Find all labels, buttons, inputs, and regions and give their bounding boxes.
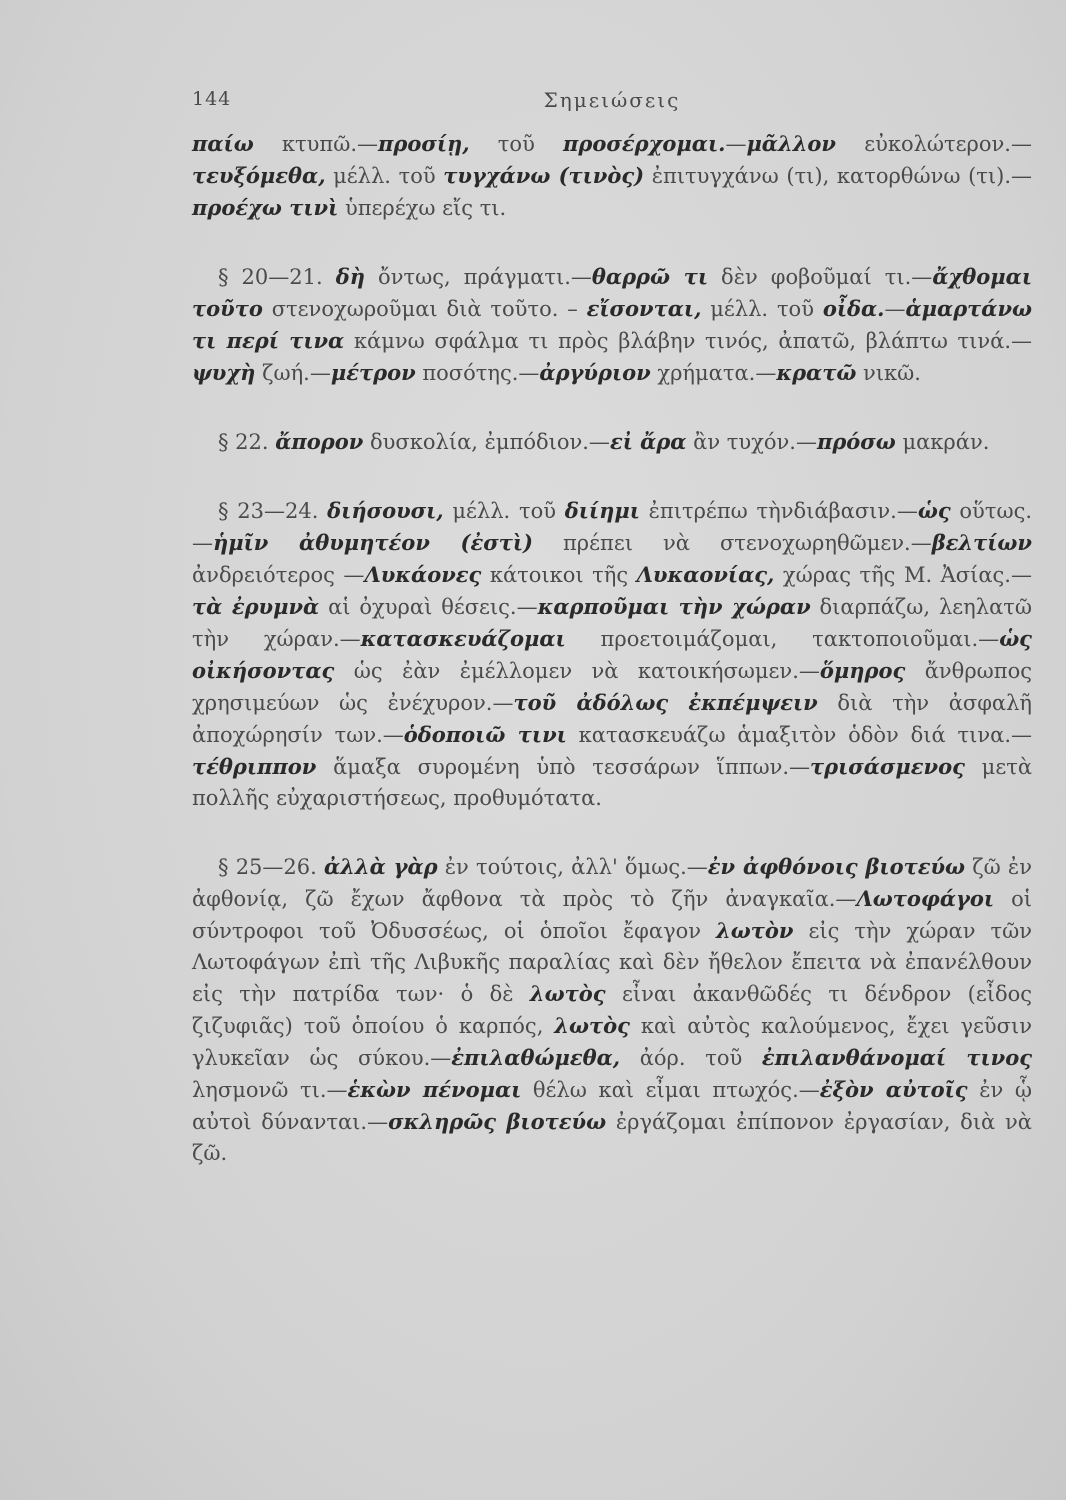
gloss-text: μετὰ πολλῆς εὐχαριστήσεως, προθυμότατα.	[192, 755, 1032, 810]
lemma-term: τευξόμεθα,	[192, 163, 326, 188]
gloss-text: εὐκολώτερον.—	[836, 132, 1032, 156]
gloss-text: ἐν τούτοις, ἀλλ' ὅμως.—	[437, 855, 708, 879]
lemma-term: κατασκευάζομαι	[360, 626, 566, 651]
lemma-term: Λυκαονίας,	[636, 562, 775, 587]
gloss-text: μέλλ. τοῦ	[701, 297, 823, 321]
gloss-text: ἅμαξα συρομένη ὑπὸ τεσσάρων ἵππων.—	[316, 755, 811, 779]
gloss-text: νικῶ.	[856, 361, 921, 385]
gloss-text: εἶναι ἀκανθῶδές τι δένδρον (εἶδος ζιζυφιᾶς) τοῦ ὁποίου ὁ καρπός,	[192, 982, 1032, 1038]
gloss-text: αἱ ὀχυραὶ θέσεις.—	[319, 595, 538, 619]
gloss-text: ἐν ᾧ αὐτοὶ δύνανται.—	[192, 1078, 1032, 1134]
running-head: Σημειώσεις	[543, 88, 681, 112]
lemma-term: καρποῦμαι τὴν χώραν	[537, 594, 811, 619]
lemma-term: μέτρον	[330, 360, 416, 385]
gloss-text: —	[884, 297, 906, 321]
lemma-term: λωτὸς	[554, 1013, 630, 1038]
lemma-term: προέχω τινὶ	[192, 195, 339, 220]
gloss-text: ὡς ἐὰν ἐμέλλομεν νὰ κατοικήσωμεν.—	[334, 659, 820, 683]
lemma-term: τυγχάνω (τινὸς)	[443, 163, 645, 188]
page-header	[192, 88, 1032, 118]
lemma-term: ἄχθομαι τοῦτο	[192, 264, 1032, 321]
gloss-text: χώρας τῆς Μ. Ἀσίας.—	[774, 563, 1032, 587]
lemma-term: διήσουσι,	[327, 498, 444, 523]
lemma-term: ἡμῖν ἀθυμητέον (ἐστὶ)	[213, 530, 533, 555]
gloss-text: ἐπιτρέπω τὴνδιάβασιν.—	[639, 499, 918, 523]
lemma-term: σκληρῶς βιοτεύω	[388, 1109, 607, 1134]
gloss-text: προετοιμάζομαι, τακτοποιοῦμαι.—	[565, 627, 1000, 651]
lemma-term: εἰ ἄρα	[609, 429, 687, 454]
lemma-term: ἑκὼν πένομαι	[347, 1077, 522, 1102]
lemma-term: εἴσονται,	[586, 296, 702, 321]
lemma-term: ἐξὸν αὐτοῖς	[819, 1077, 968, 1102]
lemma-term: πρόσω	[816, 429, 896, 454]
lemma-term: θαρρῶ τι	[591, 264, 708, 289]
gloss-text: ὑπερέχω εἴς τι.	[338, 196, 507, 220]
lemma-term: διίημι	[564, 498, 640, 523]
gloss-text: δὲν φοβοῦμαί τι.—	[708, 265, 933, 289]
gloss-text: κάτοικοι τῆς	[481, 563, 637, 587]
gloss-text: μέλλ. τοῦ	[325, 164, 444, 188]
gloss-text: μέλλ. τοῦ	[443, 499, 565, 523]
note-paragraph-25-26	[192, 851, 1032, 1169]
lemma-term: ἀλλὰ γὰρ	[324, 854, 438, 879]
gloss-text: πρέπει νὰ στενοχωρηθῶμεν.—	[532, 531, 932, 555]
lemma-term: Λωτοφάγοι	[856, 886, 995, 911]
gloss-text: ζῶ ἐν ἀφθονίᾳ, ζῶ ἔχων ἄφθονα τὰ πρὸς τὸ ζῆν ἀναγκαῖα.—	[192, 855, 1032, 911]
page-number: 144	[192, 88, 232, 110]
gloss-text: κάμνω σφάλμα τι πρὸς βλάβην τινός, ἀπατῶ, βλάπτω τινά.—	[344, 329, 1033, 353]
gloss-text: ἄνθρωπος χρησιμεύων ὡς ἐνέχυρον.—	[192, 659, 1032, 715]
gloss-text: κατασκευάζω ἁμαξιτὸν ὁδὸν διά τινα.—	[566, 723, 1032, 747]
lemma-term: ψυχὴ	[192, 360, 256, 385]
gloss-text: οὕτως.—	[192, 499, 1033, 555]
lemma-term: οἶδα.	[822, 296, 885, 321]
gloss-text: ἐπιτυγχάνω (τι), κατορθώνω (τι).—	[644, 164, 1032, 188]
gloss-text: χρήματα.—	[650, 361, 777, 385]
gloss-text: στενοχωροῦμαι διὰ τοῦτο. –	[262, 297, 587, 321]
gloss-text: ἂν τυχόν.—	[686, 430, 817, 454]
lemma-term: ὁδοποιῶ τινι	[403, 722, 567, 747]
gloss-text: καὶ αὐτὸς καλούμενος, ἔχει γεῦσιν γλυκεῖαν ὡς σύκου.—	[192, 1014, 1032, 1070]
gloss-text: μακράν.	[895, 430, 990, 454]
note-paragraph-20-21	[192, 261, 1032, 389]
gloss-text: § 23—24.	[218, 499, 328, 523]
gloss-text: ζωή.—	[255, 361, 331, 385]
lemma-term: λωτὸν	[716, 918, 794, 943]
lemma-term: κρατῶ	[776, 360, 857, 385]
gloss-text: ἀνδρειότερος —	[192, 563, 365, 587]
lemma-term: βελτίων	[931, 530, 1032, 555]
gloss-text: κτυπῶ.—	[253, 132, 379, 156]
note-paragraph-22	[192, 426, 1032, 458]
gloss-text: § 20—21.	[218, 265, 336, 289]
lemma-term: δὴ	[335, 264, 365, 289]
lemma-term: ἐπιλαθώμεθα,	[451, 1045, 621, 1070]
lemma-term: λωτὸς	[529, 981, 606, 1006]
lemma-term: προσίῃ,	[378, 131, 470, 156]
lemma-term: ἀργύριον	[539, 360, 651, 385]
lemma-term: μᾶλλον	[746, 131, 836, 156]
lemma-term: ὡς	[917, 498, 951, 523]
lemma-term: ὅμηρος	[819, 658, 906, 683]
gloss-text: § 25—26.	[218, 855, 324, 879]
gloss-text: δυσκολία, ἐμπόδιον.—	[363, 430, 610, 454]
lemma-term: τοῦ ἀδόλως ἐκπέμψειν	[513, 690, 818, 715]
note-paragraph-23-24	[192, 495, 1032, 814]
lemma-term: τέθριππον	[192, 754, 317, 779]
lemma-term: ὡς οἰκήσοντας	[192, 626, 1032, 683]
gloss-text: τοῦ	[469, 132, 564, 156]
lemma-term: παίω	[192, 131, 254, 156]
gloss-text: διὰ τὴν ἀσφαλῆ ἀποχώρησίν των.—	[192, 691, 1033, 747]
notes-body	[192, 128, 1032, 1169]
gloss-text: διαρπάζω, λεηλατῶ τὴν χώραν.—	[192, 595, 1032, 651]
gloss-text: ὄντως, πράγματι.—	[365, 265, 592, 289]
lemma-term: ἐν ἀφθόνοις βιοτεύω	[707, 854, 966, 879]
lemma-term: ἄπορον	[275, 429, 364, 454]
gloss-text: —	[725, 132, 747, 156]
gloss-text: ποσότης.—	[415, 361, 540, 385]
lemma-term: προσέρχομαι.	[563, 131, 726, 156]
gloss-text: οἱ σύντροφοι τοῦ Ὀδυσσέως, οἱ ὁποῖοι ἔφαγον	[192, 887, 1032, 943]
gloss-text: ἐργάζομαι ἐπίπονον ἐργασίαν, διὰ νὰ ζῶ.	[192, 1110, 1032, 1165]
lemma-term: ἁμαρτάνω τι περί τινα	[192, 296, 1033, 353]
gloss-text: λησμονῶ τι.—	[192, 1078, 348, 1102]
lemma-term: Λυκάονες	[364, 562, 482, 587]
gloss-text: θέλω καὶ εἶμαι πτωχός.—	[521, 1078, 820, 1102]
lemma-term: τὰ ἐρυμνὰ	[192, 594, 320, 619]
lemma-term: ἐπιλανθάνομαί τινος	[761, 1045, 1032, 1070]
lemma-term: τρισάσμενος	[810, 754, 965, 779]
gloss-text: § 22.	[218, 430, 276, 454]
gloss-text: ἀόρ. τοῦ	[620, 1046, 762, 1070]
note-paragraph-intro	[192, 128, 1032, 224]
gloss-text: εἰς τὴν χώραν τῶν Λωτοφάγων ἐπὶ τῆς Λιβυκῆς παραλίας καὶ δὲν ἤθελον ἔπειτα νὰ ἐπανέλθουν εἰς τὴν πατρίδα των· ὁ δὲ	[192, 919, 1032, 1006]
